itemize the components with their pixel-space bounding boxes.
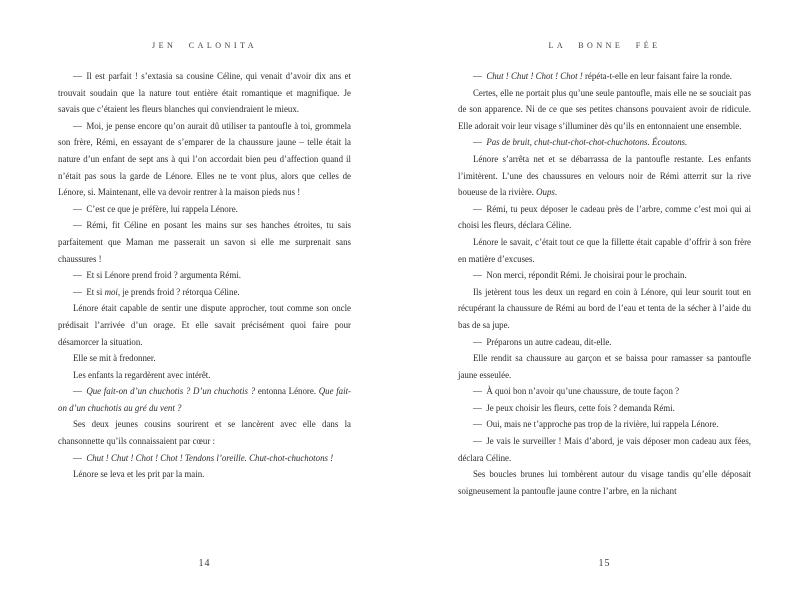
text-segment: — [473,71,487,81]
paragraph [458,433,751,466]
text-segment: — [473,137,487,148]
text-segment: Lénore était capable de sentir une dispute approcher, tout comme son oncle prédisait l’arrivée d’un orage. Et elle savait précisément quoi faire pour désamorcer la situation. [58,303,351,347]
text-segment: Les enfants la regardèrent avec intérêt. [73,369,211,380]
text-segment: Elle se mit à fredonner. [73,353,156,364]
text-segment: — Préparons un autre cadeau, dit-elle. [473,336,612,347]
page-left [58,0,351,614]
paragraph [58,466,351,483]
text-segment: — [73,452,87,463]
page-right [458,0,751,614]
paragraph [58,300,351,350]
text-segment: Elle rendit sa chaussure au garçon et se baissa pour ramasser sa pantoufle jaune esseulée. [458,353,751,380]
text-segment: Ses boucles brunes lui tombèrent autour du visage tandis qu’elle déposait soigneusement la pantoufle jaune contre l’arbre, en la nichant [458,469,751,496]
italic-text-segment: moi [104,286,118,297]
text-segment: — Il est parfait ! s’extasia sa cousine Céline, qui venait d’avoir dix ans et trouvait soudain que la nature tout entière était romantique et magnifique. Je savais que c’étaient les fleurs blanches qui conviendraient le mieux. [58,71,351,115]
text-segment: — Je vais le surveiller ! Mais d’abord, je vais déposer mon cadeau aux fées, déclara Céline. [458,436,751,463]
paragraph [458,466,751,499]
paragraph [58,383,351,416]
page-number-left: 14 [198,558,211,569]
text-segment: — Oui, mais ne t’approche pas trop de la rivière, lui rappela Lénore. [473,419,719,430]
page-number-right: 15 [598,558,611,569]
text-segment: répéta-t-elle en leur faisant faire la ronde. [582,71,733,81]
paragraph [458,400,751,417]
text-segment: — Rémi, tu peux déposer le cadeau près de l’arbre, comme c’est moi qui ai choisi les fleurs, déclara Céline. [458,203,751,231]
running-header-author: JEN CALONITA [151,41,258,50]
text-segment: Lénore se leva et les prit par la main. [73,469,205,480]
paragraph [458,134,751,151]
paragraph [58,118,351,201]
text-segment: Lénore le savait, c’était tout ce que la fillette était capable d’offrir à son frère en matière d’excuses. [458,236,751,264]
italic-text-segment: Que fait-on d’un chuchotis au gré du vent ? [58,386,352,413]
text-segment: Certes, elle ne portait plus qu’une seule pantoufle, mais elle ne se souciait pas de son apparence. Ni de ce que ses petites chansons pouvaient avoir de ridicule. Elle adorait voir leur visage s’illuminer dès qu’ils en entonnaient une ensemble. [458,87,751,131]
italic-text-segment: Chut ! Chut ! Chot ! Chot ! [486,71,583,81]
text-segment: — Et si [73,286,105,297]
text-segment: — Non merci, répondit Rémi. Je choisirai pour le prochain. [473,270,687,281]
text-segment: — Moi, je pense encore qu’on aurait dû utiliser ta pantoufle à toi, grommela son frère, Rémi, en essayant de s’emparer de la chaussure jaune – telle était la nature d’un enfant de sept ans à qui l’on accordait bien peu d’affection quand il n’était pas sous la garde de Lénore. Elles ne te vont plus, alors que celles de Lénore, si. Maintenant, elle va devoir rentrer à la maison pieds nus ! [58,120,351,198]
paragraph [458,68,751,85]
paragraph [458,284,751,334]
paragraph [458,416,751,433]
paragraph [458,350,751,383]
paragraph [458,334,751,351]
paragraph [58,267,351,284]
paragraph [458,267,751,284]
text-segment: Ses deux jeunes cousins sourirent et se lancèrent avec elle dans la chansonnette qu’ils connaissaient par cœur : [58,419,351,447]
running-header-title: LA BONNE FÉE [548,41,661,50]
italic-text-segment: Chut ! Chut ! Chot ! Chot ! Tendons l’oreille. Chut-chot-chuchotons ! [86,452,334,463]
text-segment: . [554,187,558,198]
text-segment: — À quoi bon n’avoir qu’une chaussure, de toute façon ? [473,386,680,397]
paragraph [58,350,351,367]
paragraph [58,367,351,384]
text-segment: — C’est ce que je préfère, lui rappela Lénore. [73,203,238,214]
paragraph [58,450,351,467]
paragraph [58,416,351,449]
paragraph [458,234,751,267]
text-segment: Ils jetèrent tous les deux un regard en coin à Lénore, qui leur sourit tout en récupérant la chaussure de Rémi au bord de l’eau et tenta de la sécher à l’aide du bas de sa jupe. [458,286,751,330]
page-body-left [58,68,351,483]
text-segment: — Et si Lénore prend froid ? argumenta Rémi. [73,270,241,281]
text-segment: , je prends froid ? rétorqua Céline. [117,286,240,297]
paragraph [458,85,751,135]
paragraph [58,68,351,118]
italic-text-segment: Oups [536,187,555,198]
italic-text-segment: Pas de bruit, chut-chut-chot-chot-chuchotons. Écoutons. [486,137,688,148]
text-segment: — [73,386,87,397]
paragraph [458,383,751,400]
paragraph [58,284,351,301]
text-segment: Lénore s’arrêta net et se débarrassa de la pantoufle restante. Les enfants l’imitèrent. L’une des chaussures en velours noir de Rémi atterrit sur la rive boueuse de la rivière. [458,153,751,198]
paragraph [58,217,351,267]
text-segment: — Rémi, fit Céline en posant les mains sur ses hanches étroites, tu sais parfaitement que Maman me passerait un savon si elle me surprenait sans chaussures ! [58,220,351,264]
text-segment: entonna Lénore. [255,386,319,397]
paragraph [58,201,351,218]
paragraph [458,201,751,234]
paragraph [458,151,751,201]
italic-text-segment: Que fait-on d’un chuchotis ? D’un chuchotis ? [86,386,256,397]
text-segment: — Je peux choisir les fleurs, cette fois ? demanda Rémi. [473,402,675,413]
page-body-right [458,68,751,499]
